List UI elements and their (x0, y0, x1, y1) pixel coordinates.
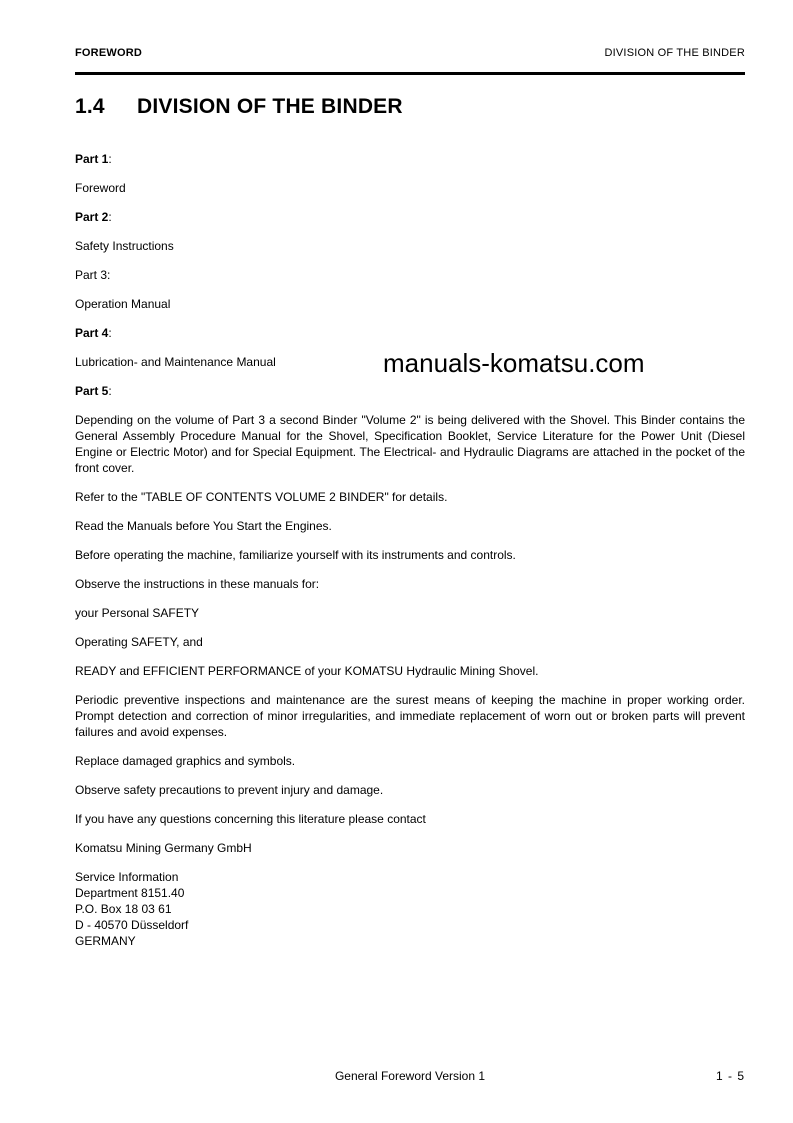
part-3-item: Operation Manual (75, 297, 171, 311)
part-4-label-text: Part 4 (75, 326, 109, 340)
part-4-item: Lubrication- and Maintenance Manual (75, 355, 276, 369)
paragraph-company-name: Komatsu Mining Germany GmbH (75, 841, 252, 855)
paragraph-personal-safety: your Personal SAFETY (75, 606, 200, 620)
part-2-label-text: Part 2 (75, 210, 109, 224)
paragraph-observe-precautions: Observe safety precautions to prevent injury and damage. (75, 783, 384, 797)
body-content (75, 151, 745, 949)
part-5-label (75, 383, 745, 399)
page-header (75, 47, 745, 60)
part-1-colon: : (108, 152, 112, 166)
address-line-country: GERMANY (75, 934, 136, 948)
section-number: 1.4 (75, 95, 105, 118)
address-line-service: Service Information (75, 870, 179, 884)
watermark-text: manuals-komatsu.com (383, 348, 645, 378)
part-4-label (75, 325, 745, 341)
part-4-colon: : (108, 326, 112, 340)
address-line-department: Department 8151.40 (75, 886, 185, 900)
paragraph-questions-contact: If you have any questions concerning this literature please contact (75, 812, 426, 826)
header-section-label: DIVISION OF THE BINDER (604, 47, 745, 59)
section-title (75, 95, 403, 119)
paragraph-ready-performance: READY and EFFICIENT PERFORMANCE of your KOMATSU Hydraulic Mining Shovel. (75, 664, 539, 678)
page-footer (75, 1069, 745, 1084)
paragraph-operating-safety: Operating SAFETY, and (75, 635, 203, 649)
part-1-item: Foreword (75, 181, 126, 195)
part-3-label (75, 267, 745, 283)
part-3-label-text: Part 3 (75, 268, 108, 282)
part-5-colon: : (108, 384, 112, 398)
part-1-label (75, 151, 745, 167)
header-chapter-label: FOREWORD (75, 47, 142, 59)
footer-page-number: 1 - 5 (715, 1069, 745, 1083)
paragraph-before-operating: Before operating the machine, familiarize yourself with its instruments and controls. (75, 548, 516, 562)
address-line-city: D - 40570 Düsseldorf (75, 918, 189, 932)
part-3-colon: : (107, 268, 111, 282)
paragraph-refer-toc: Refer to the "TABLE OF CONTENTS VOLUME 2 BINDER" for details. (75, 490, 448, 504)
part-1-label-text: Part 1 (75, 152, 109, 166)
section-title-text: DIVISION OF THE BINDER (137, 95, 403, 118)
part-2-label (75, 209, 745, 225)
paragraph-read-manuals: Read the Manuals before You Start the Engines. (75, 519, 332, 533)
header-rule (75, 72, 745, 75)
paragraph-replace-graphics: Replace damaged graphics and symbols. (75, 754, 296, 768)
part-2-colon: : (108, 210, 112, 224)
part-2-item: Safety Instructions (75, 239, 174, 253)
paragraph-observe-instructions: Observe the instructions in these manuals for: (75, 577, 320, 591)
paragraph-periodic-inspections: Periodic preventive inspections and maintenance are the surest means of keeping the machine in proper working order. Prompt detection and correction of minor irregularities, and immediate replacement of worn out or broken parts will prevent failures and avoid expenses. (75, 693, 745, 739)
paragraph-volume2-binder: Depending on the volume of Part 3 a second Binder "Volume 2" is being delivered with the Shovel. This Binder contains the General Assembly Procedure Manual for the Shovel, Specification Booklet, Service Literature for the Power Unit (Diesel Engine or Electric Motor) and for Special Equipment. The Electrical- and Hydraulic Diagrams are attached in the pocket of the front cover. (75, 413, 745, 475)
part-5-label-text: Part 5 (75, 384, 109, 398)
address-line-pobox: P.O. Box 18 03 61 (75, 902, 172, 916)
footer-version-text: General Foreword Version 1 (334, 1069, 486, 1083)
address-block (75, 869, 745, 949)
